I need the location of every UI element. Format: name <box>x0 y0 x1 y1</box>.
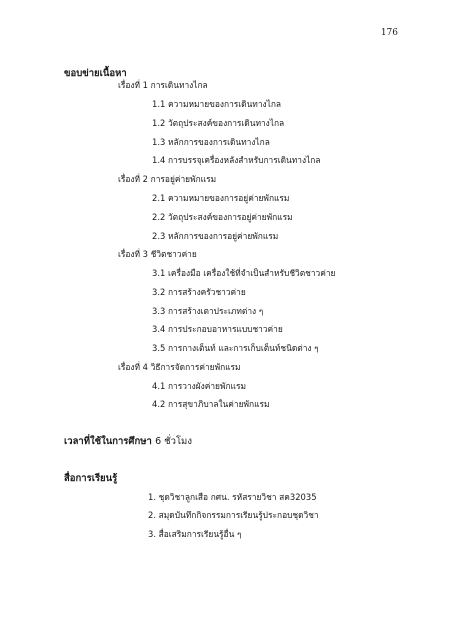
subtopic-2-1: 2.1 ความหมายของการอยู่ค่ายพักแรม <box>152 193 290 203</box>
subtopic-1-1: 1.1 ความหมายของการเดินทางไกล <box>152 99 282 109</box>
subtopic-2-2: 2.2 วัตถุประสงค์ของการอยู่ค่ายพักแรม <box>152 212 293 222</box>
media-item-2: 2. สมุดบันทึกกิจกรรมการเรียนรู้ประกอบชุดวิชา <box>148 510 319 520</box>
subtopic-3-2: 3.2 การสร้างครัวชาวค่าย <box>152 287 246 297</box>
media-heading: สื่อการเรียนรู้ <box>64 473 118 484</box>
scope-heading: ขอบข่ายเนื้อหา <box>64 68 127 79</box>
media-item-3: 3. สื่อเสริมการเรียนรู้อื่น ๆ <box>148 529 242 539</box>
study-time-value: 6 ชั่วโมง <box>155 436 192 447</box>
page-number: 176 <box>380 28 398 38</box>
subtopic-3-3: 3.3 การสร้างเตาประเภทต่าง ๆ <box>152 306 264 316</box>
subtopic-3-4: 3.4 การประกอบอาหารแบบชาวค่าย <box>152 324 283 334</box>
study-time-heading: เวลาที่ใช้ในการศึกษา <box>64 436 152 447</box>
subtopic-3-5: 3.5 การกางเต็นท์ และการเก็บเต็นท์ชนิดต่าง ๆ <box>152 343 319 353</box>
subtopic-3-1: 3.1 เครื่องมือ เครื่องใช้ที่จำเป็นสำหรับชีวิตชาวค่าย <box>152 268 336 278</box>
subtopic-4-2: 4.2 การสุขาภิบาลในค่ายพักแรม <box>152 399 270 409</box>
topic-1-title: เรื่องที่ 1 การเดินทางไกล <box>118 80 208 90</box>
subtopic-4-1: 4.1 การวางผังค่ายพักแรม <box>152 381 246 391</box>
media-item-1: 1. ชุดวิชาลูกเสือ กศน. รหัสรายวิชา สค32035 <box>148 492 317 502</box>
subtopic-1-2: 1.2 วัตถุประสงค์ของการเดินทางไกล <box>152 118 285 128</box>
subtopic-1-4: 1.4 การบรรจุเครื่องหลังสำหรับการเดินทางไกล <box>152 155 321 165</box>
study-time-line <box>64 434 192 449</box>
subtopic-1-3: 1.3 หลักการของการเดินทางไกล <box>152 137 270 147</box>
topic-4-title: เรื่องที่ 4 วิธีการจัดการค่ายพักแรม <box>118 362 241 372</box>
topic-2-title: เรื่องที่ 2 การอยู่ค่ายพักแรม <box>118 174 217 184</box>
topic-3-title: เรื่องที่ 3 ชีวิตชาวค่าย <box>118 249 197 259</box>
subtopic-2-3: 2.3 หลักการของการอยู่ค่ายพักแรม <box>152 231 279 241</box>
